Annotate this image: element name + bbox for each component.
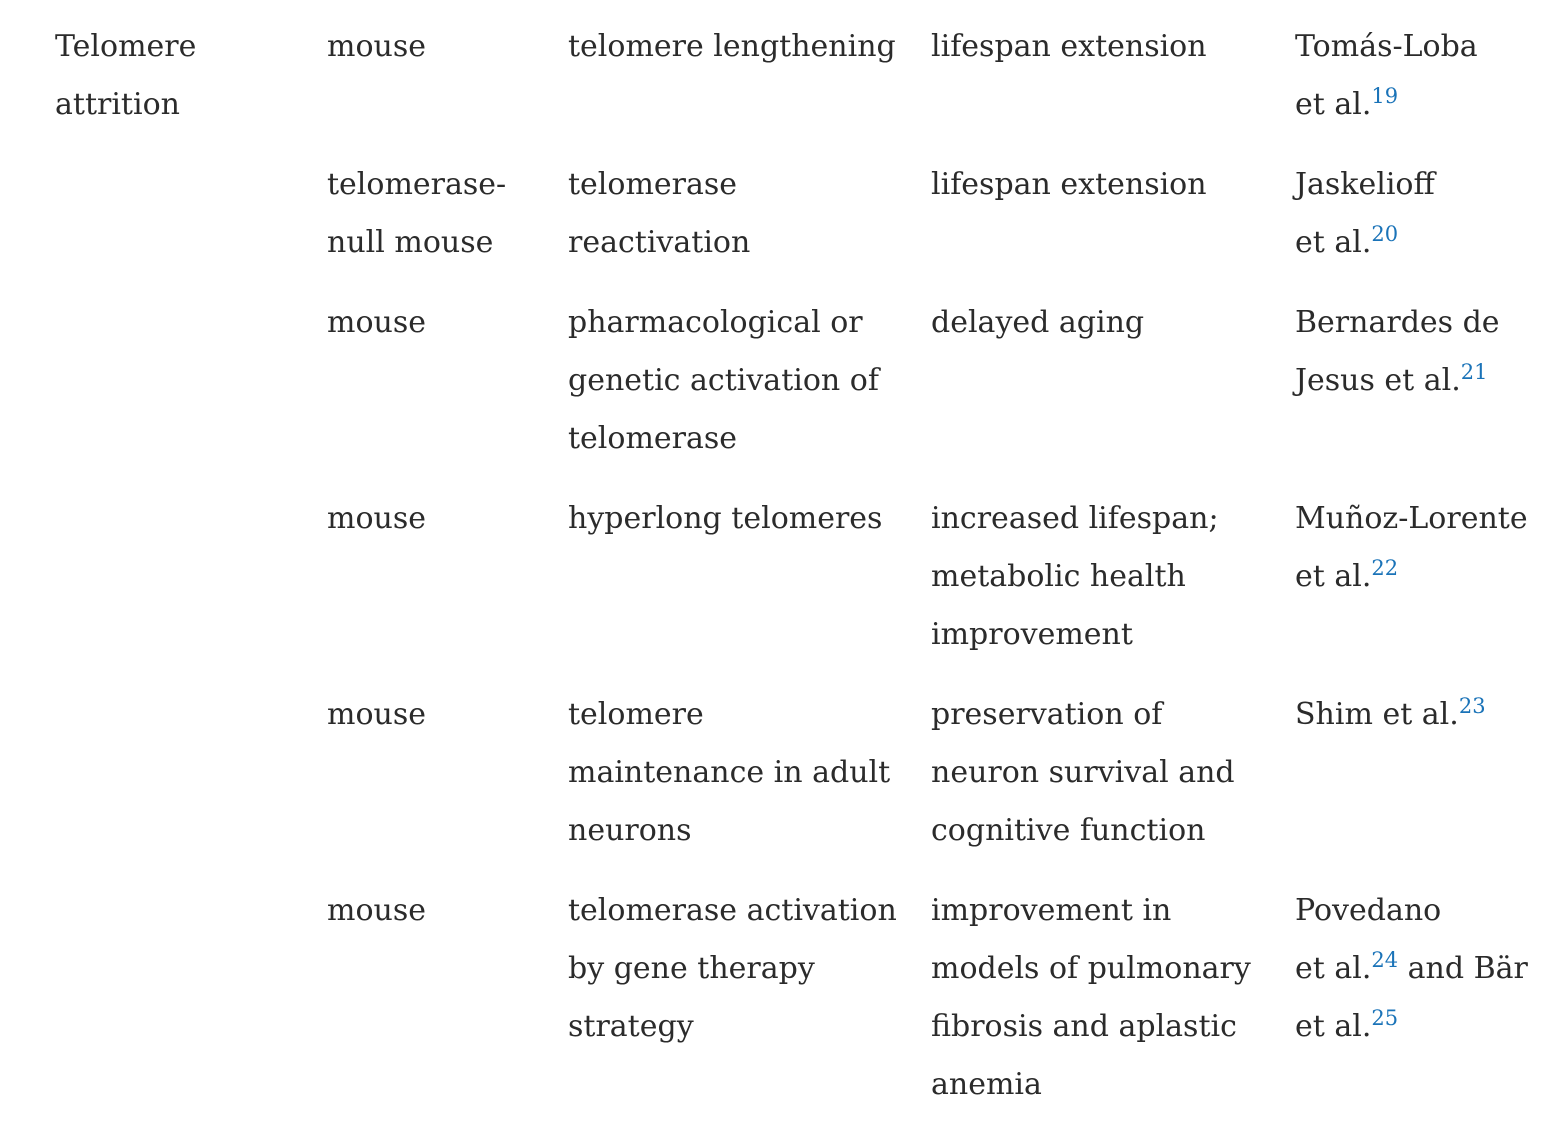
- reference-link[interactable]: 21: [1460, 360, 1488, 384]
- effect-cell: lifespan extension: [931, 167, 1207, 202]
- reference-text: Jaskelioff et al.: [1295, 167, 1435, 260]
- reference-cell: [1295, 156, 1535, 294]
- reference-link[interactable]: 23: [1458, 694, 1486, 718]
- model-cell: telomerase-null mouse: [327, 167, 507, 260]
- table-row: [55, 294, 1535, 490]
- reference-link[interactable]: 24: [1371, 948, 1399, 972]
- effect-cell: improvement in models of pulmonary fibrosis and aplastic anemia: [931, 893, 1251, 1102]
- reference-text: Bernardes de Jesus et al.: [1295, 305, 1500, 398]
- category-cell: [55, 882, 327, 1136]
- effect-cell: delayed aging: [931, 305, 1145, 340]
- reference-text: Muñoz-Lorente et al.: [1295, 501, 1528, 594]
- reference-text: Shim et al.: [1295, 697, 1459, 732]
- table-row: [55, 490, 1535, 686]
- category-cell: [55, 490, 327, 686]
- effect-cell: increased lifespan; metabolic health improvement: [931, 501, 1219, 652]
- table-container: [55, 18, 1535, 1136]
- reference-cell: [1295, 18, 1535, 156]
- reference-link[interactable]: 22: [1371, 556, 1399, 580]
- category-cell: [55, 294, 327, 490]
- reference-cell: [1295, 294, 1535, 490]
- effect-cell: lifespan extension: [931, 29, 1207, 64]
- category-cell: Telomere attrition: [55, 29, 197, 122]
- intervention-cell: hyperlong telomeres: [568, 501, 883, 536]
- reference-text: Povedano et al.: [1295, 893, 1442, 986]
- intervention-cell: telomerase reactivation: [568, 167, 751, 260]
- category-cell: [55, 686, 327, 882]
- intervention-cell: pharmacological or genetic activation of telomerase: [568, 305, 879, 456]
- table-row: [55, 686, 1535, 882]
- model-cell: mouse: [327, 305, 426, 340]
- table-row: [55, 156, 1535, 294]
- intervention-cell: telomerase activation by gene therapy strategy: [568, 893, 897, 1044]
- intervention-cell: telomere lengthening: [568, 29, 896, 64]
- model-cell: mouse: [327, 893, 426, 928]
- intervention-cell: telomere maintenance in adult neurons: [568, 697, 891, 848]
- reference-text: Tomás-Loba et al.: [1295, 29, 1478, 122]
- model-cell: mouse: [327, 501, 426, 536]
- category-cell: [55, 156, 327, 294]
- reference-cell: [1295, 882, 1535, 1136]
- reference-link[interactable]: 19: [1371, 84, 1399, 108]
- hallmark-table: [55, 18, 1535, 1136]
- reference-cell: [1295, 686, 1535, 882]
- table-row: [55, 882, 1535, 1136]
- reference-text-second: and Bär et al.: [1295, 951, 1528, 1044]
- table-row: [55, 18, 1535, 156]
- effect-cell: preservation of neuron survival and cognitive function: [931, 697, 1235, 848]
- model-cell: mouse: [327, 697, 426, 732]
- reference-link-second[interactable]: 25: [1371, 1006, 1399, 1030]
- reference-link[interactable]: 20: [1371, 222, 1399, 246]
- model-cell: mouse: [327, 29, 426, 64]
- reference-cell: [1295, 490, 1535, 686]
